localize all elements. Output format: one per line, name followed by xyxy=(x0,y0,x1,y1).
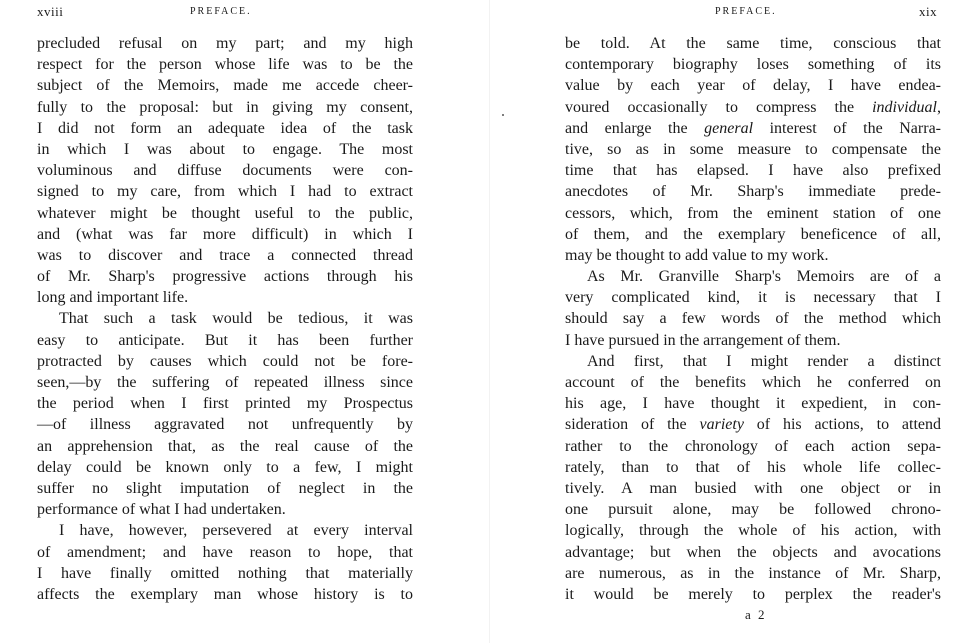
text-line: value by each year of delay, I have endea- xyxy=(565,77,941,95)
text-line: cessors, which, from the eminent station of one xyxy=(565,204,941,222)
text-line xyxy=(565,97,941,118)
text-line: rather to the chronology of each action sepa- xyxy=(565,437,941,455)
text-line: —of illness aggravated not unfrequently by xyxy=(37,416,413,434)
text-line: subject of the Memoirs, made me accede cheer- xyxy=(37,77,413,95)
text-segment: of his actions, to attend xyxy=(743,416,941,434)
text-line: respect for the person whose life was to be the xyxy=(37,56,413,74)
text-line: whatever might be thought useful to the public, xyxy=(37,204,413,222)
italic-word: individual xyxy=(872,98,937,116)
right-page xyxy=(490,0,980,643)
text-line: contemporary biography loses something of its xyxy=(565,56,941,74)
text-line: are numerous, as in the instance of Mr. Sharp, xyxy=(565,564,941,582)
text-line: may be thought to add value to my work. xyxy=(565,246,829,264)
text-line: seen,—by the suffering of repeated illness since xyxy=(37,374,413,391)
signature-mark: a 2 xyxy=(745,607,767,622)
italic-word: general xyxy=(704,119,754,137)
text-line: of them, and the exemplary beneficence of all, xyxy=(565,225,941,243)
text-line: easy to anticipate. But it has been further xyxy=(37,331,413,349)
text-line: of amendment; and have reason to hope, that xyxy=(37,543,413,561)
right-running-head: PREFACE. xyxy=(715,6,777,17)
text-line: in which I was about to engage. The most xyxy=(37,140,413,158)
text-segment: and enlarge the xyxy=(565,119,705,137)
text-segment: , xyxy=(937,98,941,116)
text-line: and (what was far more difficult) in which I xyxy=(37,225,413,243)
text-line: I have pursued in the arrangement of them. xyxy=(565,331,841,349)
text-line: tively. A man busied with one object or in xyxy=(565,479,941,497)
text-line: performance of what I had undertaken. xyxy=(37,501,286,519)
text-line: time that has elapsed. I have also prefixed xyxy=(565,162,941,180)
text-line: one pursuit alone, may be followed chrono- xyxy=(565,501,941,519)
text-line: was to discover and trace a connected thread xyxy=(37,246,413,264)
text-line: should say a few words of the method which xyxy=(565,310,941,328)
text-line: his age, I have thought it expedient, in con- xyxy=(565,395,941,413)
text-line: of Mr. Sharp's progressive actions through his xyxy=(37,268,413,286)
text-line: I have finally omitted nothing that materially xyxy=(37,564,413,582)
text-line: fully to the proposal: but in giving my consent, xyxy=(37,98,413,116)
text-line: protracted by causes which could not be fore- xyxy=(37,352,413,370)
text-line: And first, that I might render a distinct xyxy=(587,352,941,370)
text-line: delay could be known only to a few, I might xyxy=(37,458,413,476)
text-line: I did not form an adequate idea of the task xyxy=(37,119,413,137)
text-line xyxy=(565,118,941,139)
text-line: That such a task would be tedious, it was xyxy=(59,310,413,328)
text-line: logically, through the whole of his action, with xyxy=(565,522,941,540)
text-line: suffer no slight imputation of neglect in the xyxy=(37,479,413,497)
text-line: it would be merely to perplex the reader's xyxy=(565,585,941,603)
text-line: signed to my care, from which I had to extract xyxy=(37,183,413,201)
left-text-block xyxy=(37,33,413,605)
text-line: affects the exemplary man whose history is to xyxy=(37,585,413,603)
text-line: long and important life. xyxy=(37,289,189,307)
text-line: As Mr. Granville Sharp's Memoirs are of a xyxy=(587,268,941,286)
text-line xyxy=(565,414,941,435)
text-segment: voured occasionally to compress the xyxy=(565,98,873,116)
text-line: account of the benefits which he conferred on xyxy=(565,374,941,391)
text-line: be told. At the same time, conscious that xyxy=(565,35,941,52)
text-line: advantage; but when the objects and avocations xyxy=(565,543,941,561)
right-text-block xyxy=(565,33,941,605)
text-line: I have, however, persevered at every interval xyxy=(59,522,413,540)
text-segment: interest of the Narra- xyxy=(753,119,941,137)
text-line: rately, than to that of his whole life collec- xyxy=(565,458,941,476)
text-line: anecdotes of Mr. Sharp's immediate prede- xyxy=(565,183,941,201)
text-line: an apprehension that, as the real cause of the xyxy=(37,437,413,455)
text-line: precluded refusal on my part; and my high xyxy=(37,35,413,52)
left-folio: xviii xyxy=(37,4,64,19)
text-line: tive, so as in some measure to compensate the xyxy=(565,140,941,158)
text-line: the period when I first printed my Prospectus xyxy=(37,395,413,413)
left-running-head: PREFACE. xyxy=(190,6,252,17)
right-folio: xix xyxy=(919,4,938,19)
text-line: very complicated kind, it is necessary that I xyxy=(565,289,941,307)
italic-word: variety xyxy=(699,416,744,434)
text-line: voluminous and diffuse documents were con- xyxy=(37,162,413,180)
text-segment: sideration of the xyxy=(565,416,700,434)
